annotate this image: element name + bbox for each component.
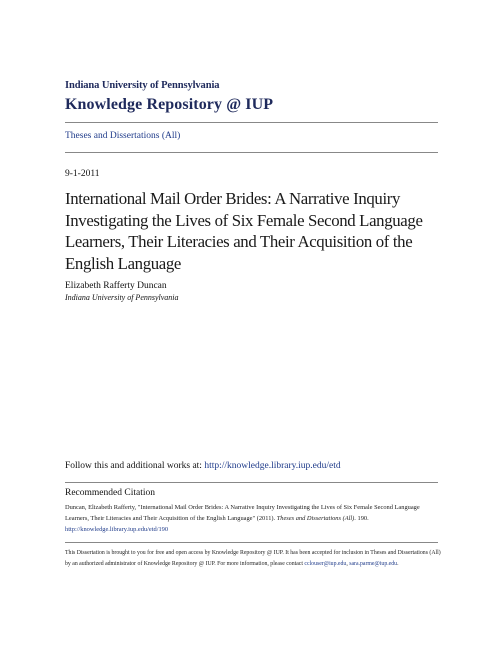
citation-source: Theses and Dissertations (All) (276, 514, 355, 522)
follow-line (65, 461, 341, 471)
notice-text: This Dissertation is brought to you for free and open access by Knowledge Repository @ IUP. It has been accepted for inclusion in Theses and Dissertations (All) by an authorized administrator of Knowledge Repository @ IUP. For more information, please contact (65, 550, 441, 567)
document-title: International Mail Order Brides: A Narrative Inquiry Investigating the Lives of Six Female Second Language Learners, Their Literacies and Their Acquisition of the English Language (65, 189, 423, 273)
contact-email-2[interactable]: sara.parme@iup.edu (349, 560, 398, 567)
collection-link[interactable]: Theses and Dissertations (All) (65, 131, 181, 141)
author-name: Elizabeth Rafferty Duncan (65, 281, 167, 291)
follow-text: Follow this and additional works at: (65, 461, 205, 471)
notice-separator: , (346, 560, 350, 567)
citation-suffix: . 190. (354, 514, 369, 522)
author-affiliation: Indiana University of Pennsylvania (65, 293, 179, 302)
divider (65, 482, 438, 483)
recommended-citation-heading: Recommended Citation (65, 488, 155, 498)
divider (65, 122, 438, 123)
citation-text: Duncan, Elizabeth Rafferty, "International Mail Order Brides: A Narrative Inquiry Investigating the Lives of Six Female Second Language Learners, Their Literacies and Their Acquisition of the English Language" (2011). (65, 504, 420, 522)
repository-name[interactable]: Knowledge Repository @ IUP (65, 96, 274, 113)
institution-name: Indiana University of Pennsylvania (65, 80, 220, 91)
publication-date: 9-1-2011 (65, 169, 100, 179)
access-notice (65, 548, 445, 570)
divider (65, 542, 438, 543)
recommended-citation (65, 503, 445, 535)
contact-email-1[interactable]: cclouser@iup.edu (304, 560, 347, 567)
citation-link[interactable]: http://knowledge.library.iup.edu/etd/190 (65, 525, 169, 533)
divider (65, 152, 438, 153)
notice-end: . (397, 560, 399, 567)
repository-link[interactable]: http://knowledge.library.iup.edu/etd (204, 461, 341, 471)
